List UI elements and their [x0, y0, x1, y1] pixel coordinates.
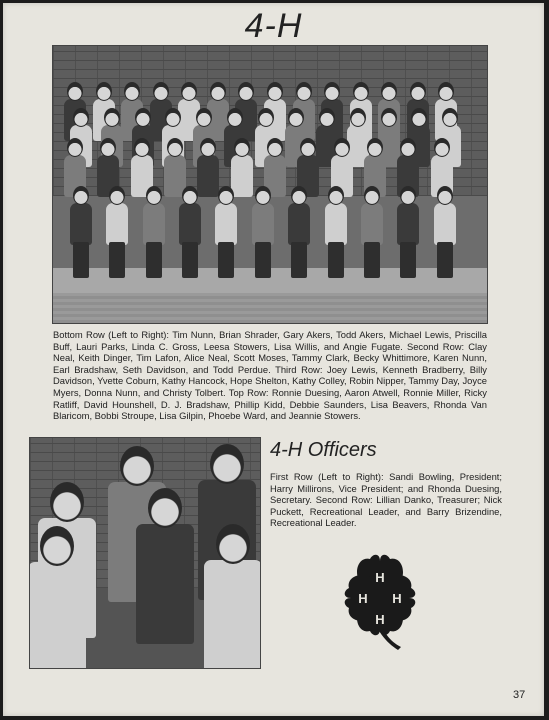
person-legs: [182, 242, 198, 278]
person-head: [438, 82, 454, 101]
person-head: [238, 82, 254, 101]
person-head: [328, 186, 344, 205]
person-body: [231, 155, 253, 197]
yearbook-page: [3, 3, 544, 716]
person-legs: [437, 242, 453, 278]
person-body: [215, 203, 237, 245]
officer-head: [40, 526, 74, 566]
person-legs: [291, 242, 307, 278]
person-head: [153, 82, 169, 101]
person-head: [437, 186, 453, 205]
four-leaf-clover-icon: [335, 551, 425, 651]
officer-head: [148, 488, 182, 528]
person-head: [434, 138, 450, 157]
person-head: [350, 108, 366, 127]
person-legs: [109, 242, 125, 278]
person-legs: [73, 242, 89, 278]
officers-caption: First Row (Left to Right): Sandi Bowling, President; Harry Millirons, Vice President; and Rhonda Duesing, Secretary. Second Row: Lillian Danko, Treasurer; Nick Puckett, Recreational Leader, and Barry Brizendine, Recreational Leader.: [270, 471, 502, 529]
officers-photo: [29, 437, 261, 669]
person-head: [288, 108, 304, 127]
person-head: [218, 186, 234, 205]
person-head: [353, 82, 369, 101]
person-head: [73, 186, 89, 205]
person-head: [258, 108, 274, 127]
person-head: [73, 108, 89, 127]
officers-title: 4-H Officers: [270, 439, 377, 461]
person-legs: [255, 242, 271, 278]
person-head: [364, 186, 380, 205]
page-number: 37: [513, 689, 526, 701]
person-head: [67, 82, 83, 101]
person-head: [134, 138, 150, 157]
person-head: [234, 138, 250, 157]
person-body: [288, 203, 310, 245]
person-head: [165, 108, 181, 127]
person-head: [324, 82, 340, 101]
person-head: [67, 138, 83, 157]
person-body: [179, 203, 201, 245]
group-caption: Bottom Row (Left to Right): Tim Nunn, Brian Shrader, Gary Akers, Todd Akers, Michael Lewis, Priscilla Buff, Lauri Parks, Linda C. Gross, Leesa Stowers, Lisa Willis, and Angie Fugate. Second Row: Clay Neal, Keith Dinger, Tim Lafon, Alice Neal, Scott Moses, Tammy Clark, Becky Whittimore, Karen Nunn, Earl Bradshaw, Seth Davidson, and Todd Perdue. Third Row: Joey Lewis, Kenneth Bradberry, Billy Davidson, Yvette Coburn, Kathy Hancock, Hope Shelton, Kathy Colley, Robin Nipper, Tammy Day, Joyce Myers, Donna Nunn, and Christy Tolbert. Top Row: Ronnie Duesing, Aaron Atwell, Ronnie Miller, Ricky Ratliff, David Hounshell, D. J. Bradshaw, Phillip Kidd, Debbie Saunders, Lisa Beavers, Rhonda Van Blaricom, Bobbi Stroupe, Lisa Gilpin, Phoebe Ward, and Jeannie Stowers.: [53, 329, 487, 422]
person-head: [210, 82, 226, 101]
person-body: [361, 203, 383, 245]
clover-letter-left: H: [358, 591, 368, 606]
clover-letter-top: H: [375, 570, 385, 585]
person-legs: [146, 242, 162, 278]
person-head: [227, 108, 243, 127]
person-legs: [400, 242, 416, 278]
person-head: [124, 82, 140, 101]
officer-head: [50, 482, 84, 522]
person-head: [296, 82, 312, 101]
person-head: [291, 186, 307, 205]
person-head: [167, 138, 183, 157]
page-title: 4-H: [244, 7, 303, 45]
person-body: [106, 203, 128, 245]
person-legs: [218, 242, 234, 278]
person-legs: [364, 242, 380, 278]
person-head: [200, 138, 216, 157]
person-head: [381, 82, 397, 101]
person-head: [400, 186, 416, 205]
person-head: [411, 108, 427, 127]
person-head: [267, 138, 283, 157]
officer-body: [204, 560, 261, 669]
person-body: [252, 203, 274, 245]
person-body: [143, 203, 165, 245]
person-legs: [328, 242, 344, 278]
person-head: [109, 186, 125, 205]
person-head: [319, 108, 335, 127]
person-head: [96, 82, 112, 101]
person-head: [410, 82, 426, 101]
person-head: [381, 108, 397, 127]
person-body: [434, 203, 456, 245]
officer-head: [216, 524, 250, 564]
person-body: [70, 203, 92, 245]
person-head: [100, 138, 116, 157]
person-head: [181, 82, 197, 101]
person-head: [334, 138, 350, 157]
person-head: [367, 138, 383, 157]
person-head: [182, 186, 198, 205]
person-body: [197, 155, 219, 197]
person-body: [325, 203, 347, 245]
clover-letter-right: H: [392, 591, 402, 606]
person-body: [397, 203, 419, 245]
group-photo: [52, 45, 488, 324]
person-head: [104, 108, 120, 127]
clover-letter-bottom: H: [375, 612, 385, 627]
officer-body: [136, 524, 194, 644]
gym-floor: [53, 293, 487, 323]
person-head: [196, 108, 212, 127]
person-head: [146, 186, 162, 205]
officer-head: [210, 444, 244, 484]
person-head: [255, 186, 271, 205]
person-head: [442, 108, 458, 127]
officer-body: [29, 562, 86, 669]
officer-head: [120, 446, 154, 486]
person-head: [300, 138, 316, 157]
person-head: [400, 138, 416, 157]
person-head: [135, 108, 151, 127]
person-head: [267, 82, 283, 101]
